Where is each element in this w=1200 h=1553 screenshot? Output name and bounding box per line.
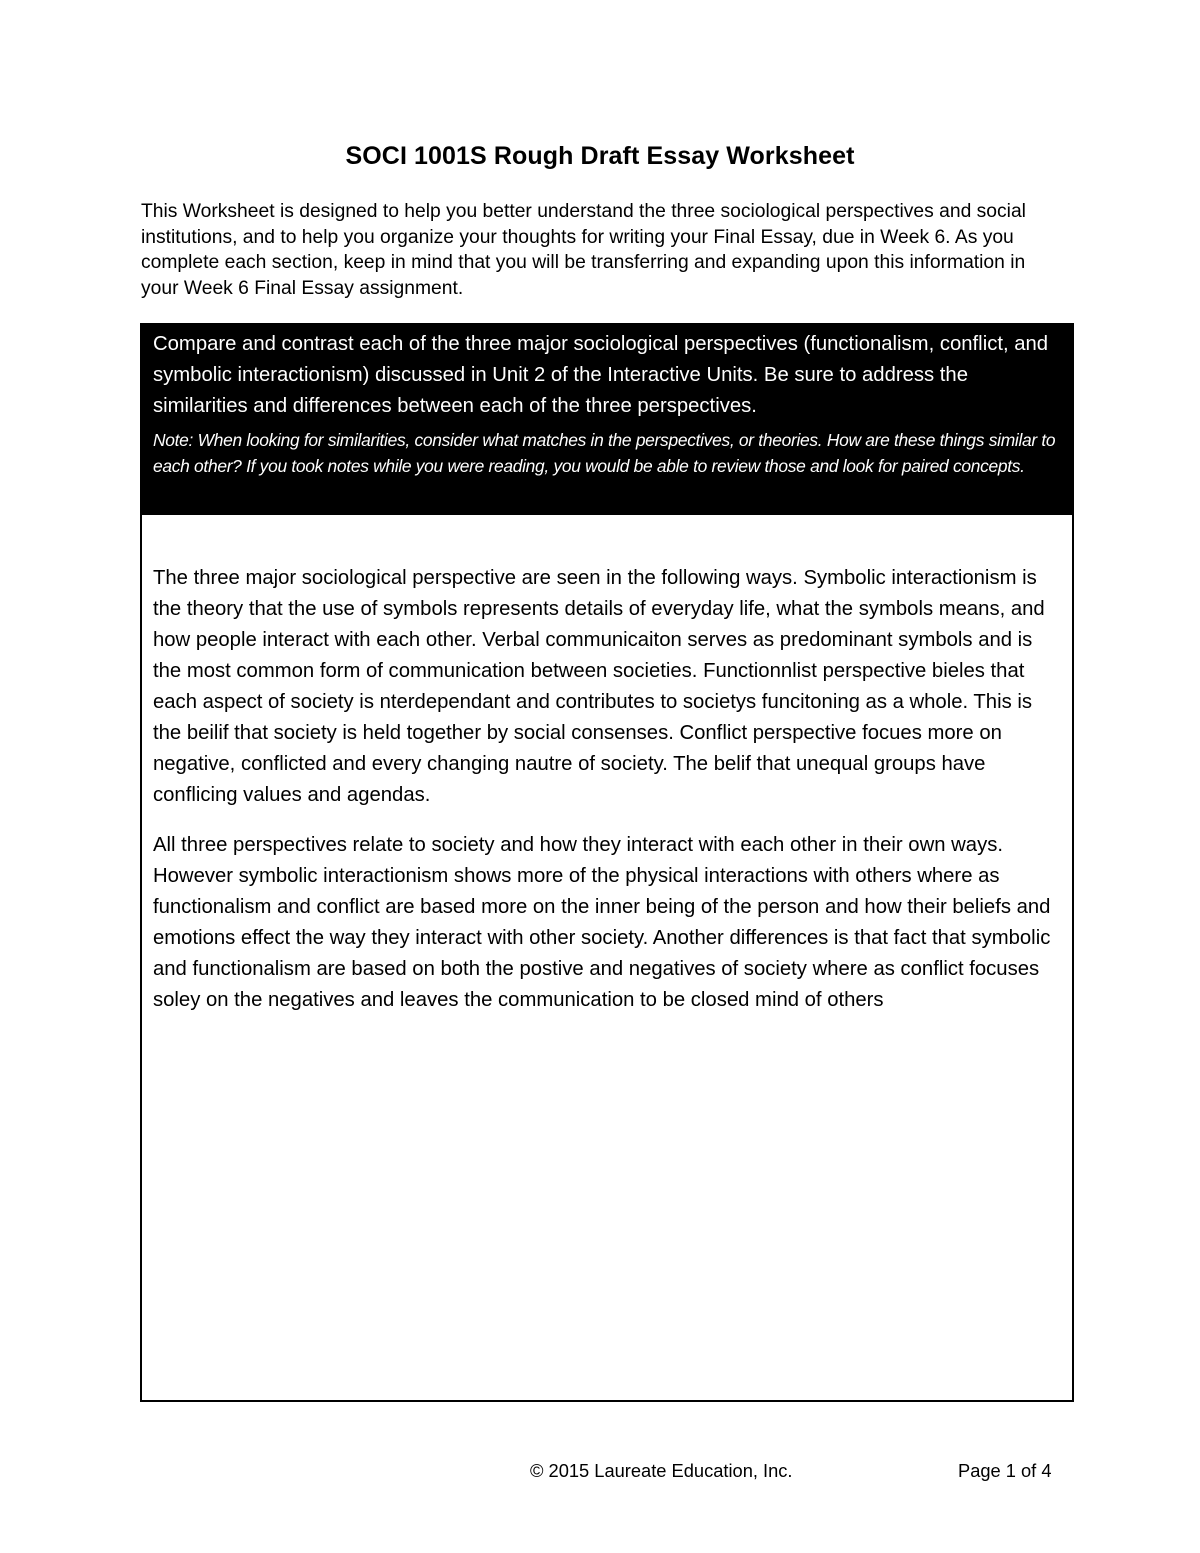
response-paragraph: All three perspectives relate to society and how they interact with each other in their own ways. However symbolic interactionism shows more of the physical interactions with others where as functionalism and conflict are based more on the inner being of the person and how their beliefs and emotions effect the way they interact with other society. Another differences is that fact that symbolic and functionalism are based on both the postive and negatives of society where as conflict focuses soley on the negatives and leaves the communication to be closed mind of others xyxy=(153,834,1051,1011)
prompt-header xyxy=(142,325,1072,515)
page-title: SOCI 1001S Rough Draft Essay Worksheet xyxy=(345,142,855,170)
intro-paragraph: This Worksheet is designed to help you better understand the three sociological perspectives and social institutions, and to help you organize your thoughts for writing your Final Essay, due in Week 6. As you complete each section, keep in mind that you will be transferring and expanding upon this information in your Week 6 Final Essay assignment. xyxy=(141,201,1026,299)
response-paragraph: The three major sociological perspective are seen in the following ways. Symbolic interactionism is the theory that the use of symbols represents details of everyday life, what the symbols means, and how people interact with each other. Verbal communicaiton serves as predominant symbols and is the most common form of communication between societies. Functionnlist perspective bieles that each aspect of society is nterdependant and contributes to societys funcitoning as a whole. This is the beilif that society is held together by social consenses. Conflict perspective focues more on negative, conflicted and every changing nautre of society. The belif that unequal groups have conflicing values and agendas. xyxy=(153,567,1045,806)
footer-page-number: Page 1 of 4 xyxy=(958,1460,1052,1481)
prompt-question: Compare and contrast each of the three major sociological perspectives (functionalism, conflict, and symbolic interactionism) discussed in Unit 2 of the Interactive Units. Be sure to address the similarities and differences between each of the three perspectives. xyxy=(153,333,1049,417)
footer-copyright: © 2015 Laureate Education, Inc. xyxy=(530,1460,793,1481)
response-area[interactable] xyxy=(142,515,1072,1016)
prompt-table xyxy=(140,323,1074,1402)
prompt-note: Note: When looking for similarities, consider what matches in the perspectives, or theories. How are these things similar to each other? If you took notes while you were reading, you would be able to review those and look for paired concepts. xyxy=(153,430,1056,476)
